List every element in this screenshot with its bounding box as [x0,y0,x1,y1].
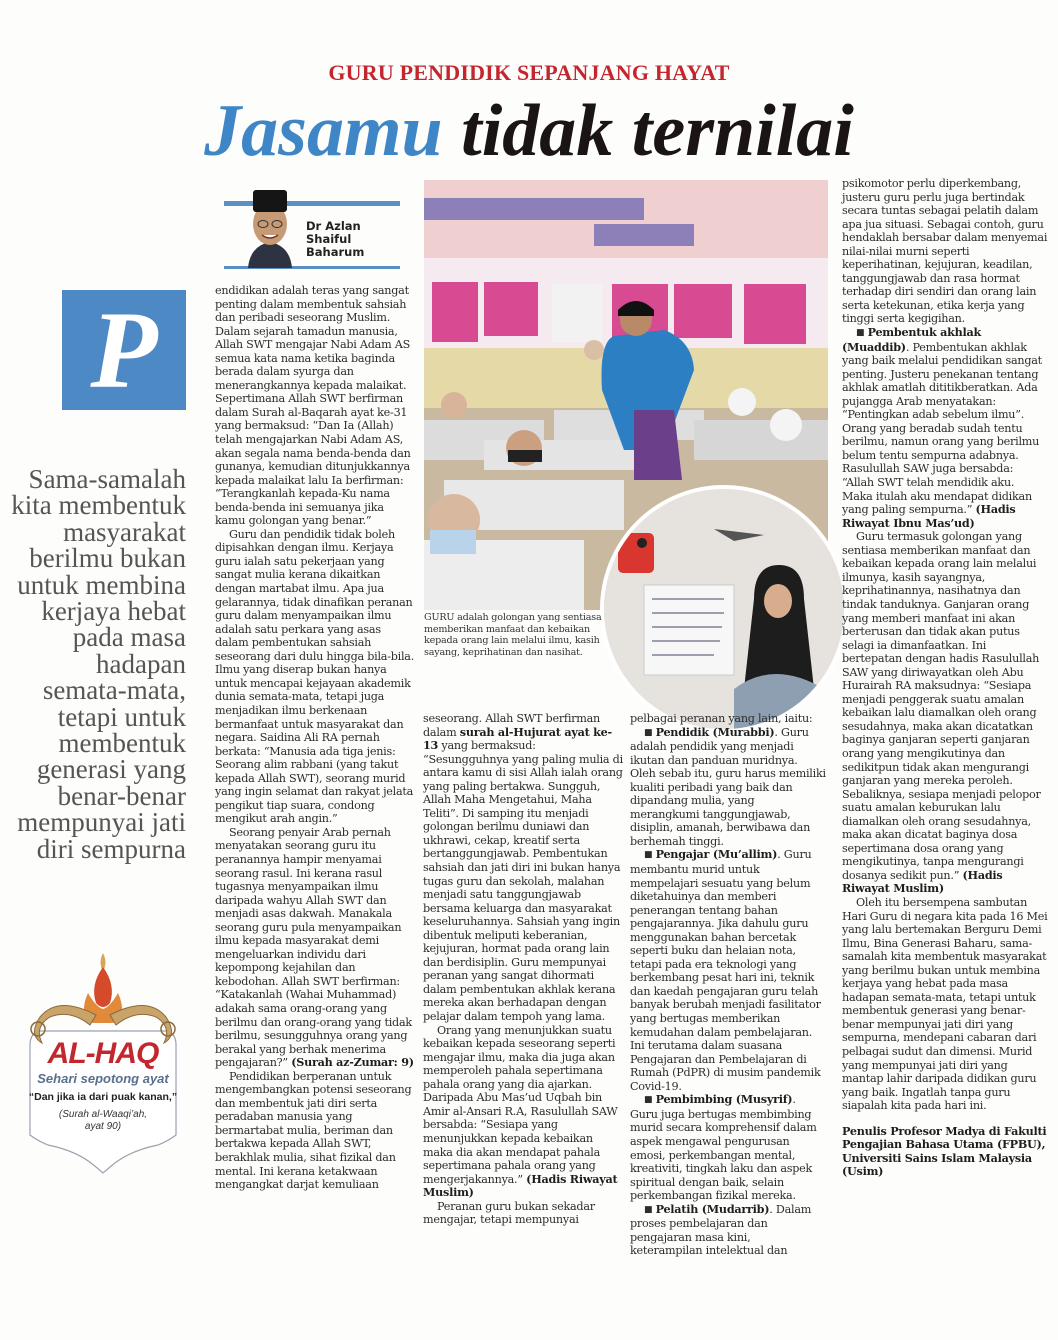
role-item [842,326,1048,530]
al-haq-source [58,1109,148,1133]
al-haq-verse: “Dan jika ia dari puak kanan,” [28,1091,178,1103]
paragraph [842,530,1048,896]
paragraph [215,826,417,1070]
author-name-line2: Baharum [306,245,365,259]
role-text: . Guru juga bertugas membimbing murid secara komprehensif dalam aspek mengawal pengurusan emosi, perkembangan mental, kreativiti, tingkah laku dan aspek spiritual dengan baik, selain perkembangan fizikal mereka. [630,1093,817,1203]
role-title: Pengajar (Mu’allim) [655,847,778,862]
citation: (Hadis Riwayat Muslim) [842,867,1003,896]
al-haq-subtitle: Sehari sepotong ayat [37,1071,169,1086]
pull-quote: Sama-samalah kita membentuk masyarakat berilmu bukan untuk membina kerjaya hebat pada masa hadapan semata-mata, tetapi untuk membentuk generasi yang benar-benar mempunyai jati diri sempurna [11,464,186,864]
paragraph [423,712,623,1024]
author-name [306,220,402,259]
paragraph: pelbagai peranan yang lain, iaitu: [630,712,813,725]
role-title: Pembimbing (Musyrif) [655,1092,793,1107]
author-bio [842,1125,1048,1179]
bullet-square-icon: ■ [644,1095,653,1106]
paragraph [423,1024,623,1200]
role-text: . Guru adalah pendidik yang menjadi ikutan dan panduan muridnya. Oleh sebab itu, guru harus memiliki kualiti peribadi yang baik dan dipandang mulia, yang merangkumi tanggungjawab, disiplin, amanah, berwibawa dan berhemah tinggi. [630,725,826,848]
byline [224,180,400,272]
paragraph: Guru dan pendidik tidak boleh dipisahkan dengan ilmu. Kerjaya guru ialah satu pekerjaan yang sangat mulia kerana dikaitkan dengan martabat ilmu. Apa jua gelarannya, tidak dinafikan peranan guru dalam menyampaikan ilmu adalah satu perkara yang asas dalam pembentukan sahsiah seseorang dari dulu hingga bila-bila. Ilmu yang diserap bukan hanya untuk mencapai kejayaan akademik dunia semata-mata, tetapi juga menjadikan ilmu berkenaan bermanfaat untuk masyarakat dan negara. Saidina Ali RA pernah berkata: “Manusia ada tiga jenis: Seorang alim rabbani (yang takut kepada Allah SWT), seorang murid yang ingin selamat dan rakyat jelata pengikut tiap suara, condong mengikut arah angin.” [215,527,415,826]
headline-accent: Jasamu [204,90,443,172]
author-bio-text: Penulis Profesor Madya di Fakulti Pengajian Bahasa Utama (FPBU), Universiti Sains Islam Malaysia (Usim) [842,1123,1047,1179]
role-title: Pelatih (Mudarrib) [655,1201,770,1216]
role-item [630,1093,826,1202]
headline-main: tidak ternilai [461,90,854,172]
article-column-3 [630,712,826,1258]
author-avatar [242,180,298,268]
bullet-square-icon: ■ [644,1204,653,1215]
paragraph: endidikan adalah teras yang sangat penting dalam membentuk sahsiah dan peribadi seseorang Muslim. Dalam sejarah tamadun manusia, Allah SWT mengajar Nabi Adam AS semua kata nama ketika baginda berada dalam syurga dan menerangkannya kepada malaikat. Sepertimana Allah SWT berfirman dalam Surah al-Baqarah ayat ke-31 yang bermaksud: “Dan Ia (Allah) telah mengajarkan Nabi Adam AS, akan segala nama benda-benda dan gunanya, kemudian ditunjukkannya kepada malaikat lalu Ia berfirman: “Terangkanlah kepada-Ku nama benda-benda ini semuanya jika kamu golongan yang benar.” [215,284,411,528]
bullet-square-icon: ■ [644,727,653,738]
paragraph: Peranan guru bukan sekadar mengajar, tetapi mempunyai [423,1199,595,1227]
article-column-4 [842,177,1048,1179]
al-haq-title: AL-HAQ [47,1037,159,1070]
paragraph-text: yang bermaksud: “Sesungguhnya yang paling mulia di antara kamu di sisi Allah ialah orang yang paling bertakwa. Sungguh, Allah Maha Mengetahui, Maha Teliti”. Di samping itu menjadi golongan berilmu duniawi dan ukhrawi, cekap, kreatif serta bertanggungjawab. Pembentukan sahsiah dan jati diri ini bukan hanya tugas guru dan sekolah, malahan menjadi satu tanggungjawab bersama keluarga dan masyarakat keseluruhannya. Sahsiah yang ingin dibentuk meliputi keberanian, kejujuran, hormat pada orang lain dan berdisiplin. Guru mempunyai peranan yang sangat dihormati dalam pembentukan akhlak kerana mereka akan berhadapan dengan pelajar dalam tempoh yang lama. [423,739,623,1024]
photo-caption: GURU adalah golongan yang sentiasa memberikan manfaat dan kebaikan kepada orang lain melalui ilmu, kasih sayang, keprihatinan dan nasihat. [424,612,602,658]
role-text: . Guru membantu murid untuk mempelajari sesuatu yang belum diketahuinya dan memberi penerangan tentang bahan pengajarannya. Jika dahulu guru menggunakan bahan bercetak seperti buku dan helaian nota, tetapi pada era teknologi yang berkembang pesat hari ini, teknik dan kaedah pengajaran guru telah banyak berubah menjadi fasilitator yang bertugas memberikan kemudahan dalam pembelajaran. Ini terutama dalam suasana Pengajaran dan Pembelajaran di Rumah (PdPR) di musim pandemik Covid-19. [630,848,821,1093]
kicker: GURU PENDIDIK SEPANJANG HAYAT [328,60,730,85]
paragraph: Oleh itu bersempena sambutan Hari Guru di negara kita pada 16 Mei yang lalu bertemakan Berguru Demi Ilmu, Bina Generasi Baharu, sama-samalah kita membentuk masyarakat yang berilmu bukan untuk membina kerjaya yang hebat pada masa hadapan semata-mata, tetapi untuk membentuk generasi yang benar-benar mempunyai jati diri yang sempurna, mendepani cabaran dari pelbagai sudut dan dimensi. Murid yang mempunyai jati diri yang mantap lahir daripada didikan guru yang baik. Ingatlah tanpa guru siapalah kita pada hari ini. [842,895,1048,1113]
paragraph-text: seseorang. Allah SWT berfirman dalam [423,712,600,739]
role-item [630,848,826,1093]
bullet-square-icon: ■ [856,328,865,339]
role-title: Pembentuk akhlak (Muaddib) [842,325,982,354]
citation: (Hadis Riwayat Muslim) [423,1171,618,1200]
article-column-1 [215,284,417,1192]
role-item [630,726,826,849]
role-item [630,1203,826,1258]
role-text: . Dalam proses pembelajaran dan pengajaran masa kini, keterampilan intelektual dan [630,1202,812,1258]
citation: surah al-Hujurat ayat ke-13 [423,724,612,753]
paragraph-text: Seorang penyair Arab pernah menyatakan seorang guru itu peranannya hampir menyamai seorang rasul. Ini kerana rasul tugasnya menyampaikan ilmu daripada wahyu Allah SWT dan menjadi asas dakwah. Manakala seorang guru pula menyampaikan ilmu kepada masyarakat demi mengeluarkan individu dari kepompong kejahilan dan kebodohan. Allah SWT berfirman: “Katakanlah (Wahai Muhammad) adakah sama orang-orang yang berilmu dan orang-orang yang tidak berilmu, sesungguhnya orang yang berakal yang berhak menerima pengajaran?” [215,825,412,1070]
online-teacher-image-icon [604,489,844,729]
bullet-square-icon: ■ [644,850,653,861]
paragraph-text: Orang yang menunjukkan suatu kebaikan kepada seseorang seperti mengajar ilmu, maka dia juga akan memperoleh pahala sepertimana pahala orang yang dia ajarkan. Daripada Abu Mas’ud Uqbah bin Amir al-Ansari R.A, Rasulullah SAW bersabda: “Sesiapa yang menunjukkan kepada kebaikan maka dia akan mendapat pahala sepertimana pahala orang yang mengerjakannya.” [423,1023,618,1186]
al-haq-source-line2: ayat 90) [84,1121,122,1132]
inset-photo [600,485,848,733]
article-column-2 [423,712,623,1227]
author-name-line1: Dr Azlan Shaiful [306,219,361,246]
al-haq-source-line1: (Surah al-Waaqi’ah, [58,1109,148,1120]
citation: (Surah az-Zumar: 9) [291,1055,414,1070]
role-text: . Pembentukan akhlak yang baik melalui pendidikan sangat penting. Justeru penekanan tentang akhlak amatlah dititikberatkan. Ada pujangga Arab menyatakan: “Pentingkan adab sebelum ilmu”. Orang yang beradab sudah tentu berilmu, namun orang yang berilmu belum tentu sempurna adabnya. Rasulullah SAW juga bersabda: “Allah SWT telah mendidik aku. Maka itulah aku mendapat didikan yang paling sempurna.” [842,340,1042,517]
paragraph-text: Guru termasuk golongan yang sentiasa memberikan manfaat dan kebaikan kepada orang lain melalui ilmunya, kasih sayangnya, keprihatinannya, nasihatnya dan tindak tanduknya. Ganjaran orang yang memberi manfaat ini akan berterusan dan tidak akan putus selagi ia dimanfaatkan. Ini bertepatan dengan hadis Rasulullah SAW yang diriwayatkan oleh Abu Hurairah RA maksudnya: “Sesiapa menjadi penggerak suatu amalan kebaikan lalu diamalkan oleh orang sesudahnya, maka akan dicatatkan baginya ganjaran seperti ganjaran orang yang mengikutinya dan sedikitpun tidak akan mengurangi ganjaran yang mereka peroleh. Sebaliknya, sesiapa menjadi pelopor suatu amalan keburukan lalu diamalkan oleh orang sesudahnya, maka akan dicatat baginya dosa sepertimana dosa orang yang mengikutinya, tanpa mengurangi dosanya sedikit pun.” [842,530,1041,882]
paragraph: psikomotor perlu diperkembang, justeru guru perlu juga bertindak secara tuntas sebagai pelatih dalam apa jua situasi. Sebagai contoh, guru hendaklah bersabar dalam menyemai nilai-nilai murni seperti keperihatinan, kejujuran, keadilan, tanggungjawab dan rasa hormat terhadap diri sendiri dan orang lain serta ketekunan, etika kerja yang tinggi serta kegigihan. [842,177,1048,326]
paragraph: Pendidikan berperanan untuk mengembangkan potensi seseorang dan membentuk jati diri serta peradaban manusia yang bermartabat mulia, beriman dan bertakwa kepada Allah SWT, berakhlak mulia, sihat fizikal dan mental. Ini kerana ketakwaan mengangkat darjat kemuliaan [215,1069,412,1192]
role-title: Pendidik (Murabbi) [655,724,775,739]
al-haq-box [18,945,188,1175]
headline [0,88,1058,174]
drop-cap: P [62,290,186,410]
citation: (Hadis Riwayat Ibnu Mas’ud) [842,502,1016,530]
